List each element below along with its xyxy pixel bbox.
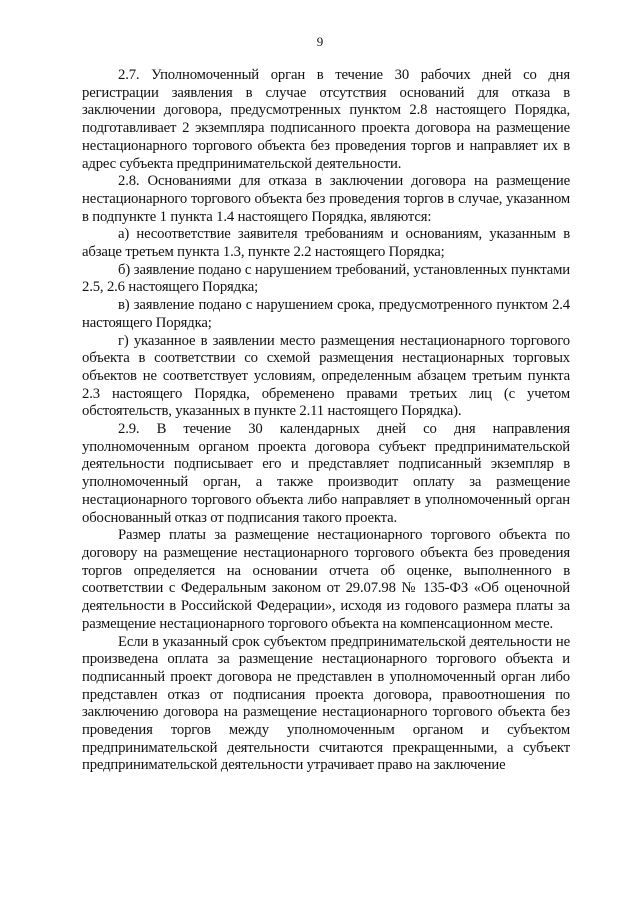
paragraph-2-8-b: б) заявление подано с нарушением требований, установленных пунктами 2.5, 2.6 настоящего Порядка; (82, 261, 570, 296)
paragraph-nonpayment: Если в указанный срок субъектом предпринимательской деятельности не произведена оплата за размещение нестационарного торгового объекта и подписанный проект договора не представлен в уполномоченный орган либо представлен отказ от подписания проекта договора, правоотношения по заключению договора на размещение нестационарного торгового объекта без проведения торгов между уполномоченным органом и субъектом предпринимательской деятельности считаются прекращенными, а субъект предпринимательской деятельности утрачивает право на заключение (82, 633, 570, 774)
paragraph-fee-size: Размер платы за размещение нестационарного торгового объекта по договору на размещение нестационарного торгового объекта без проведения торгов определяется на основании отчета об оценке, выполненного в соответствии с Федеральным законом от 29.07.98 № 135-ФЗ «Об оценочной деятельности в Российской Федерации», исходя из годового размера платы за размещение нестационарного торгового объекта на компенсационном месте. (82, 527, 570, 632)
paragraph-2-8-g: г) указанное в заявлении место размещения нестационарного торгового объекта в соответствии со схемой размещения нестационарных торговых объектов не соответствует условиям, определенным абзацем третьим пункта 2.3 настоящего Порядка, обременено правами третьих лиц (с учетом обстоятельств, указанных в пункте 2.11 настоящего Порядка). (82, 332, 570, 420)
paragraph-2-8: 2.8. Основаниями для отказа в заключении договора на размещение нестационарного торгового объекта без проведения торгов в случае, указанном в подпункте 1 пункта 1.4 настоящего Порядка, являются: (82, 173, 570, 225)
document-body (82, 67, 570, 775)
paragraph-2-8-v: в) заявление подано с нарушением срока, предусмотренного пунктом 2.4 настоящего Порядка; (82, 297, 570, 331)
page-number: 9 (316, 34, 324, 49)
paragraph-2-7: 2.7. Уполномоченный орган в течение 30 рабочих дней со дня регистрации заявления в случае отсутствия оснований для отказа в заключении договора, предусмотренных пунктом 2.8 настоящего Порядка, подготавливает 2 экземпляра подписанного проекта договора на размещение нестационарного торгового объекта без проведения торгов и направляет их в адрес субъекта предпринимательской деятельности. (82, 67, 570, 172)
paragraph-2-8-a: а) несоответствие заявителя требованиям и основаниям, указанным в абзаце третьем пункта 1.3, пункте 2.2 настоящего Порядка; (82, 226, 570, 261)
paragraph-2-9: 2.9. В течение 30 календарных дней со дня направления уполномоченным органом проекта договора субъект предпринимательской деятельности подписывает его и представляет подписанный экземпляр в уполномоченный орган, а также производит оплату за размещение нестационарного торгового объекта либо направляет в уполномоченный орган обоснованный отказ от подписания такого проекта. (82, 421, 570, 526)
